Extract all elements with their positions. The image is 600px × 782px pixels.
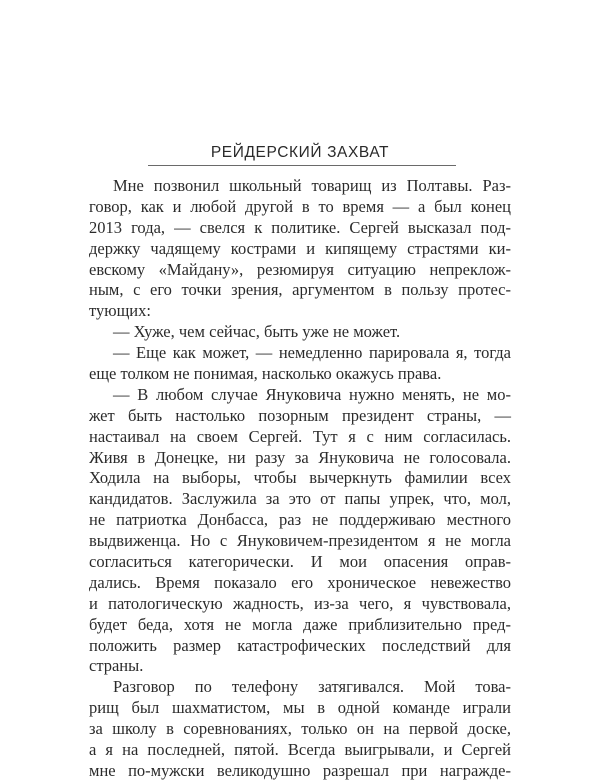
text-line: Ходила на выборы, чтобы вычеркнуть фамилии всех	[89, 468, 511, 488]
text-line: за школу в соревнованиях, только он на первой доске,	[89, 719, 511, 739]
text-line: рищ был шахматистом, мы в одной команде играли	[89, 698, 511, 718]
text-line: выдвиженца. Но с Януковичем-президентом я не могла	[89, 531, 511, 551]
text-line: Разговор по телефону затягивался. Мой това-	[113, 677, 511, 697]
text-line: кандидатов. Заслужила за это от папы упрек, что, мол,	[89, 489, 511, 509]
text-line: будет беда, хотя не могла даже приблизительно пред-	[89, 614, 511, 634]
text-line: не патриотка Донбасса, раз не поддерживаю местного	[89, 510, 511, 530]
text-line: евскому «Майдану», резюмируя ситуацию непреклож-	[89, 259, 511, 279]
text-line: настаивал на своем Сергей. Тут я с ним согласилась.	[89, 426, 511, 446]
text-line: а я на последней, пятой. Всегда выигрывали, и Сергей	[89, 740, 511, 760]
text-line: страны.	[89, 656, 144, 676]
text-line: ным, с его точки зрения, аргументом в пользу протес-	[89, 280, 511, 300]
text-line: — Еще как может, — немедленно парировала я, тогда	[113, 343, 511, 363]
text-line: — Хуже, чем сейчас, быть уже не может.	[113, 322, 401, 342]
text-line: держку чадящему кострами и кипящему страстями ки-	[89, 238, 511, 258]
text-line: мне по-мужски великодушно разрешал при награжде-	[89, 760, 511, 780]
body-text	[89, 176, 511, 782]
text-line: — В любом случае Януковича нужно менять, не мо-	[113, 384, 511, 404]
chapter-title: РЕЙДЕРСКИЙ ЗАХВАТ	[210, 144, 390, 161]
text-line: жет быть настолько позорным президент страны, —	[89, 405, 511, 425]
text-line: и патологическую жадность, из-за чего, я чувствовала,	[89, 593, 511, 613]
title-underline	[148, 165, 456, 166]
text-line: 2013 года, — свелся к политике. Сергей высказал под-	[89, 217, 511, 237]
text-line: Живя в Донецке, ни разу за Януковича не голосовала.	[89, 447, 511, 467]
text-line: еще толком не понимая, насколько окажусь права.	[89, 364, 442, 384]
text-line: говор, как и любой другой в то время — а был конец	[89, 196, 511, 216]
text-line: положить размер катастрофических последствий для	[89, 635, 511, 655]
text-line: дались. Время показало его хроническое невежество	[89, 572, 511, 592]
text-line: Мне позвонил школьный товарищ из Полтавы. Раз-	[113, 176, 511, 195]
text-line: согласиться категорически. И мои опасения оправ-	[89, 552, 511, 572]
text-line: тующих:	[89, 301, 151, 321]
